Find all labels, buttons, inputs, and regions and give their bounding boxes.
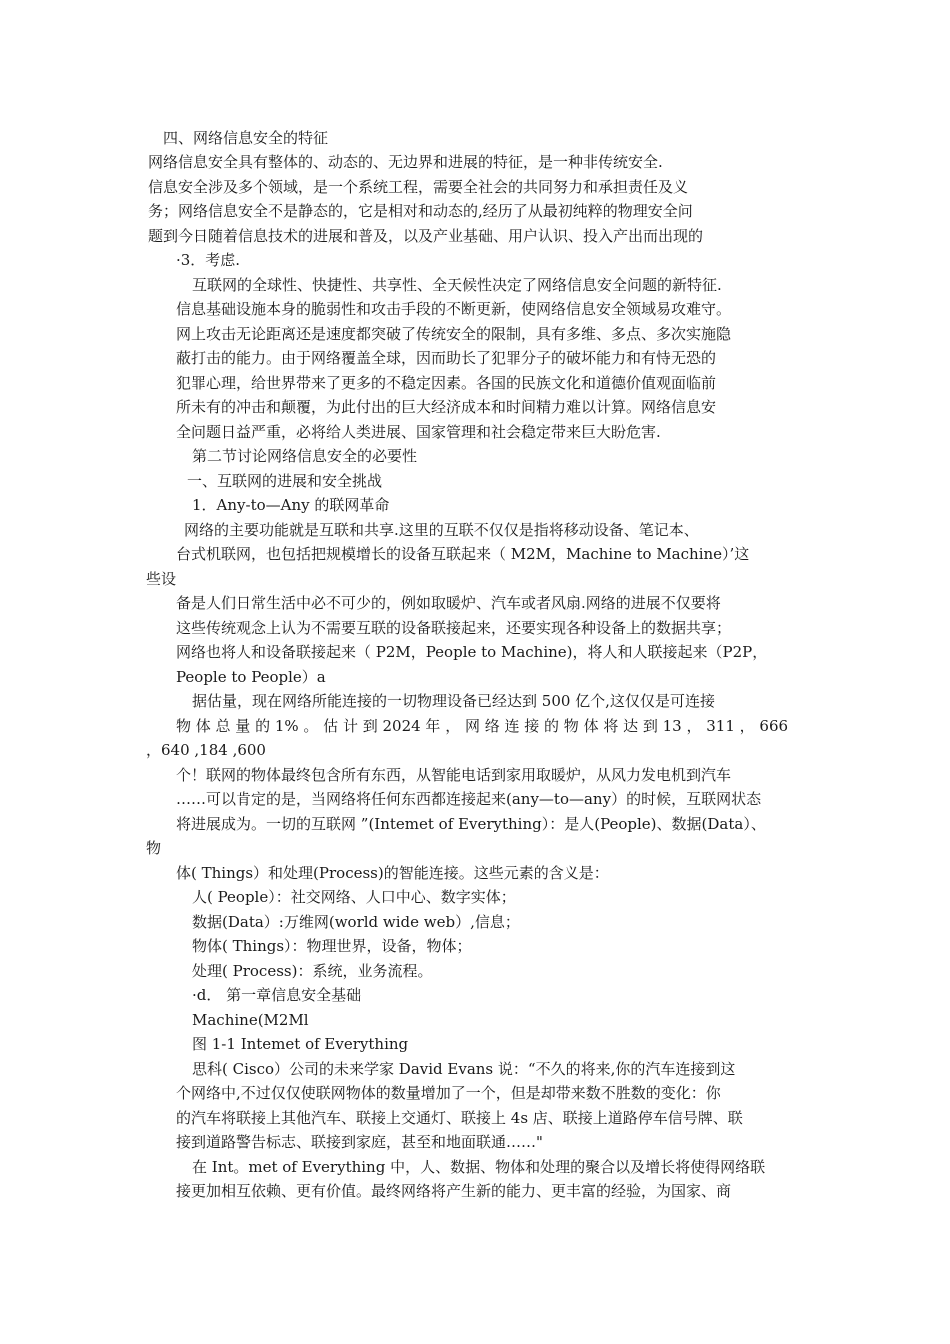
paragraph-line: 据估量，现在网络所能连接的一切物理设备已经达到 500 亿个,这仅仅是可连接 (192, 692, 715, 710)
paragraph-line: 接更加相互依赖、更有价值。最终网络将产生新的能力、更丰富的经验，为国家、商 (176, 1182, 732, 1200)
paragraph-line: 所未有的冲击和颠覆，为此付出的巨大经济成本和时间精力难以计算。网络信息安 (176, 398, 717, 416)
list-item: ·3．考虑. (176, 251, 241, 269)
paragraph-line: 蔽打击的能力。由于网络覆盖全球，因而助长了犯罪分子的破坏能力和有恃无恐的 (176, 349, 717, 367)
paragraph-line: 网络信息安全具有整体的、动态的、无边界和进展的特征，是一种非传统安全. (148, 153, 663, 171)
paragraph-line: 全问题日益严重，必将给人类进展、国家管理和社会稳定带来巨大盼危害. (176, 423, 661, 441)
paragraph-line: ……可以肯定的是，当网络将任何东西都连接起来(any—to—any）的时候，互联网状态 (176, 790, 762, 808)
list-item: 物体( Things）：物理世界，设备，物体； (192, 937, 472, 955)
paragraph-line: 个！联网的物体最终包含所有东西，从智能电话到家用取暖炉，从风力发电机到汽车 (176, 766, 732, 784)
paragraph-line: 这些传统观念上认为不需要互联的设备联接起来，还要实现各种设备上的数据共享； (176, 619, 732, 637)
list-item: 处理( Process)：系统，业务流程。 (192, 962, 433, 980)
paragraph-line: 网络也将人和设备联接起来（ P2M，People to Machine)，将人和人联接起来（P2P， (176, 643, 768, 661)
paragraph-line: 的汽车将联接上其他汽车、联接上交通灯、联接上 4s 店、联接上道路停车信号牌、联 (176, 1109, 743, 1127)
paragraph-line: People to People）a (176, 668, 326, 686)
figure-caption: ·d． 第一章信息安全基础 (192, 986, 362, 1004)
figure-caption: 图 1-1 Intemet of Everything (192, 1035, 409, 1053)
paragraph-line: 物 (146, 839, 162, 857)
list-item: 数据(Data）:万维网(world wide web）,信息； (192, 913, 520, 931)
section-heading: 一、互联网的进展和安全挑战 (187, 472, 383, 490)
figure-caption: Machine(M2Ml (192, 1011, 309, 1029)
section-heading: 第二节讨论网络信息安全的必要性 (192, 447, 418, 465)
paragraph-line: 个网络中,不过仅仅使联网物体的数量增加了一个，但是却带来数不胜数的变化：你 (176, 1084, 721, 1102)
paragraph-line: 思科( Cisco）公司的未来学家 David Evans 说：“不久的将来,你的汽车连接到这 (192, 1060, 736, 1078)
paragraph-line: 网上攻击无论距离还是速度都突破了传统安全的限制，具有多维、多点、多次实施隐 (176, 325, 732, 343)
paragraph-line: 网络的主要功能就是互联和共享.这里的互联不仅仅是指将移动设备、笔记本、 (184, 521, 699, 539)
paragraph-line: 务；网络信息安全不是静态的，它是相对和动态的,经历了从最初纯粹的物理安全问 (148, 202, 693, 220)
paragraph-line: 信息安全涉及多个领域，是一个系统工程，需要全社会的共同努力和承担责任及义 (148, 178, 689, 196)
paragraph-line: 接到道路警告标志、联接到家庭，甚至和地面联通……" (176, 1133, 543, 1151)
paragraph-line: 在 Int。met of Everything 中，人、数据、物体和处理的聚合以及增长将使得网络联 (192, 1158, 766, 1176)
paragraph-line: 犯罪心理，给世界带来了更多的不稳定因素。各国的民族文化和道德价值观面临前 (176, 374, 717, 392)
section-heading: 四、网络信息安全的特征 (163, 129, 329, 147)
paragraph-line: ，640 ,184 ,600 (146, 741, 266, 759)
paragraph-line: 物 体 总 量 的 1% 。 估 计 到 2024 年 ， 网 络 连 接 的 物 体 将 达 到 13 ， 311 ， 666 (176, 717, 789, 735)
subsection-heading: 1．Any-to—Any 的联网革命 (192, 496, 390, 514)
paragraph-line: 将进展成为。一切的互联网 ”(Intemet of Everything）：是人(People)、数据(Data）、 (176, 815, 766, 833)
paragraph-line: 些设 (146, 570, 177, 588)
paragraph-line: 台式机联网，也包括把规模增长的设备互联起来（ M2M，Machine to Machine）’这 (176, 545, 750, 563)
list-item: 人( People）：社交网络、人口中心、数字实体； (192, 888, 516, 906)
paragraph-line: 备是人们日常生活中必不可少的，例如取暖炉、汽车或者风扇.网络的进展不仅要将 (176, 594, 721, 612)
paragraph-line: 题到今日随着信息技术的进展和普及，以及产业基础、用户认识、投入产出而出现的 (148, 227, 704, 245)
paragraph-line: 体( Things）和处理(Process)的智能连接。这些元素的含义是： (176, 864, 609, 882)
paragraph-line: 互联网的全球性、快捷性、共享性、全天候性决定了网络信息安全问题的新特征. (192, 276, 722, 294)
paragraph-line: 信息基础设施本身的脆弱性和攻击手段的不断更新，使网络信息安全领域易攻难守。 (176, 300, 732, 318)
